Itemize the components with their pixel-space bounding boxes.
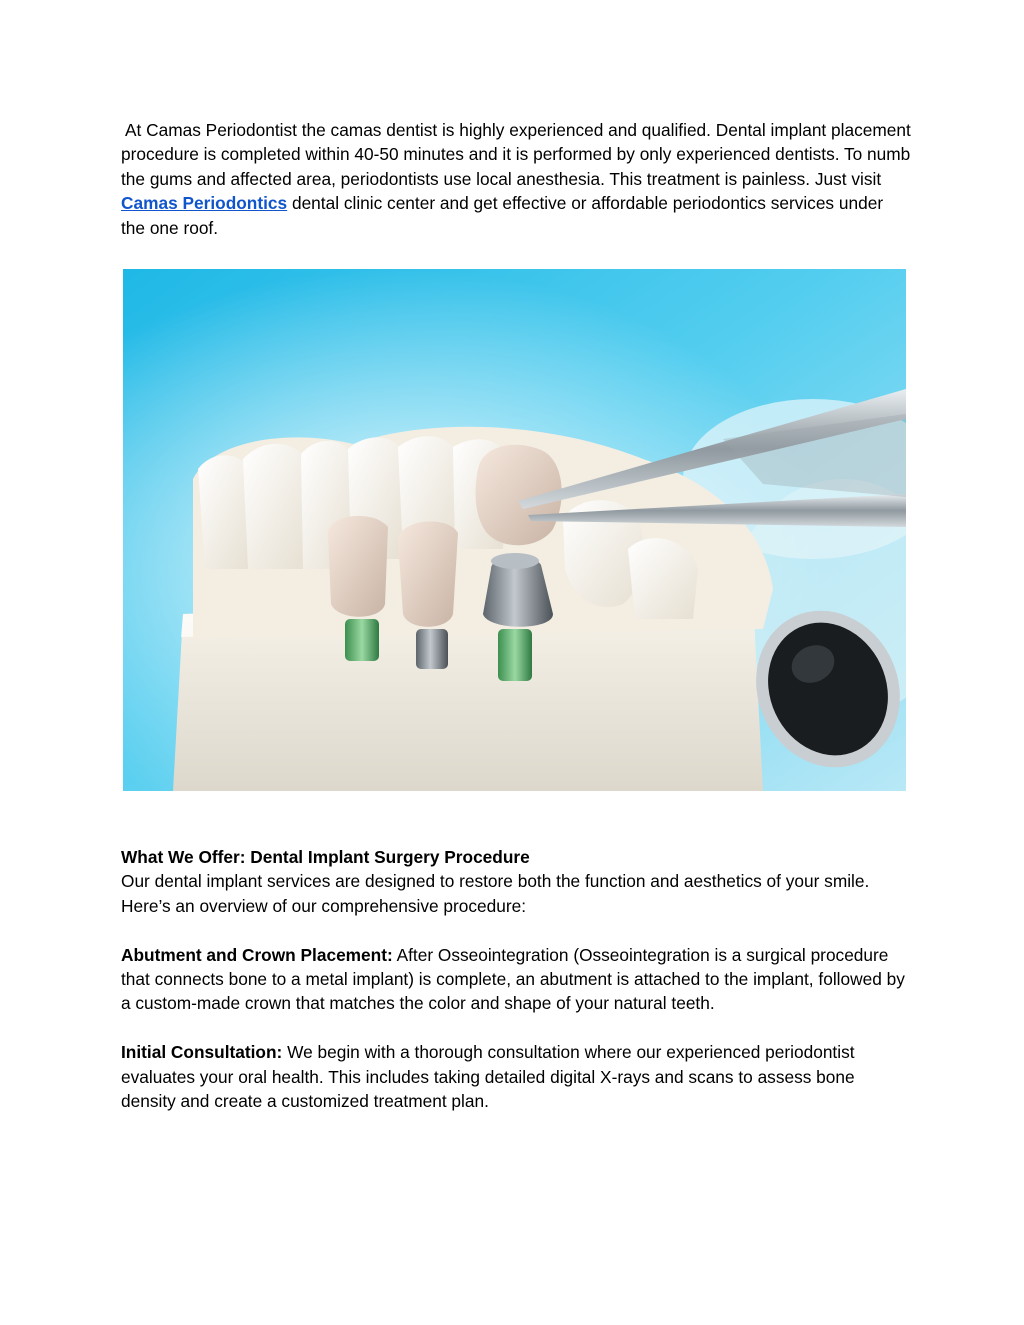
procedure-item-abutment: [121, 943, 911, 1016]
intro-text-before-link: At Camas Periodontist the camas dentist is highly experienced and qualified. Dental implant placement procedure is completed within 40-50 minutes and it is performed by only experienced dentists. To numb the gums and affected area, periodontists use local anesthesia. This treatment is painless. Just visit: [121, 120, 911, 189]
camas-periodontics-link[interactable]: Camas Periodontics: [121, 193, 288, 214]
procedure-item-text: We begin with a thorough consultation where our experienced periodontist evaluates your oral health. This includes taking detailed digital X-rays and scans to assess bone density and create a customized treatment plan.: [121, 1042, 855, 1112]
intro-paragraph: [121, 118, 911, 240]
procedure-item-label: Initial Consultation:: [121, 1042, 283, 1063]
section-intro: Our dental implant services are designed to restore both the function and aesthetics of your smile. Here’s an overview of our comprehensive procedure:: [121, 871, 870, 916]
intro-block: [121, 118, 911, 240]
spacer: [121, 918, 911, 942]
intro-text-after-link: dental clinic center and get effective or affordable periodontics services under the one roof.: [121, 193, 884, 238]
dental-implant-photo: [123, 269, 906, 791]
spacer: [121, 1016, 911, 1040]
procedure-item-text: After Osseointegration (Osseointegration is a surgical procedure that connects bone to a metal implant) is complete, an abutment is attached to the implant, followed by a custom-made crown that matches the color and shape of your natural teeth.: [121, 944, 905, 1014]
procedure-item-consultation: [121, 1040, 911, 1113]
procedure-section: [121, 845, 911, 1113]
section-heading: What We Offer: Dental Implant Surgery Procedure: [121, 847, 530, 867]
procedure-item-label: Abutment and Crown Placement:: [121, 944, 393, 965]
